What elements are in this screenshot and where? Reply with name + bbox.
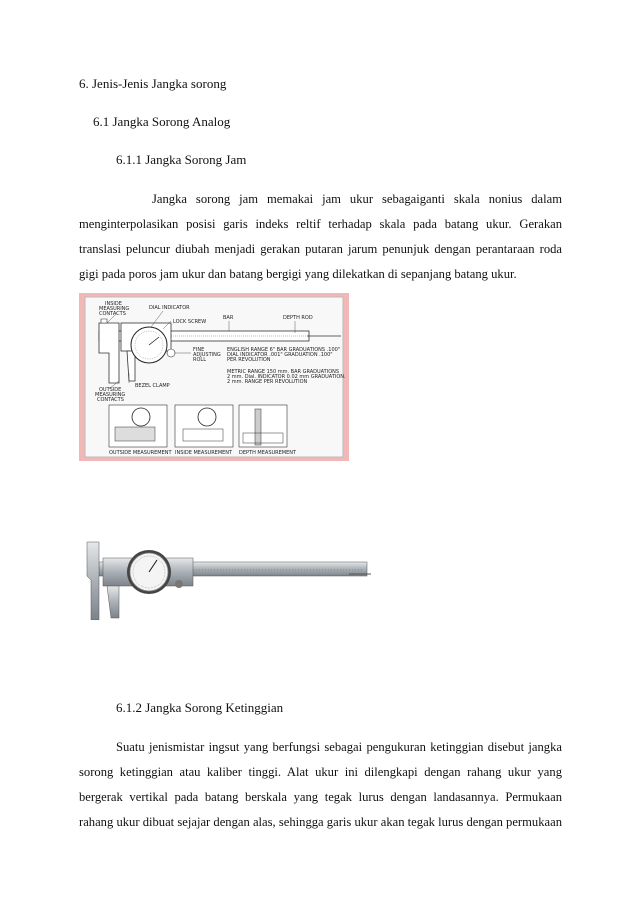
label-bezel-clamp: BEZEL CLAMP	[135, 383, 170, 389]
dial-caliper-diagram	[79, 293, 349, 461]
label-bar: BAR	[223, 315, 234, 321]
label-inside-measuring: CONTACTS	[99, 311, 126, 317]
label-fine-adjusting-roll: FINE	[193, 347, 205, 353]
label-fine-adjusting-roll: ROLL	[193, 357, 206, 363]
dial-caliper-photo	[79, 540, 371, 620]
label-inside-measuring: MEASURING	[99, 306, 130, 312]
paragraph-jangka-sorong-jam	[79, 187, 562, 287]
paragraph-line: Jangka sorong jam memakai jam ukur sebagaiganti skala nonius dalam	[152, 192, 562, 206]
label-depth-rod: DEPTH ROD	[283, 315, 313, 321]
usage-panels	[109, 405, 287, 447]
paragraph-line: translasi peluncur diubah menjadi gerakan putaran jarum penunjuk dengan perantaraan roda	[79, 242, 562, 256]
heading-jangka-sorong-ketinggian: 6.1.2 Jangka Sorong Ketinggian	[116, 700, 284, 715]
label-fine-adjusting-roll: ADJUSTING	[193, 352, 221, 358]
label-metric-range: 2 mm. Dial. INDICATOR 0.02 mm GRADUATION.	[227, 374, 346, 380]
label-inside-measurement: INSIDE MEASUREMENT	[175, 450, 233, 456]
heading-jangka-sorong-analog: 6.1 Jangka Sorong Analog	[93, 114, 231, 129]
heading-jangka-sorong-jam: 6.1.1 Jangka Sorong Jam	[116, 152, 247, 167]
label-lock-screw: LOCK SCREW	[173, 319, 207, 325]
paragraph-line: bergerak vertikal pada batang berskala yang tegak lurus dengan landasannya. Permukaan	[79, 790, 562, 804]
label-outside-measuring: MEASURING	[95, 392, 126, 398]
label-inside-measuring: INSIDE	[105, 301, 122, 307]
heading-jenis-jangka-sorong: 6. Jenis-Jenis Jangka sorong	[79, 76, 227, 91]
label-dial-indicator: DIAL INDICATOR	[149, 305, 190, 311]
paragraph-line: gigi pada poros jam ukur dan batang bergigi yang dilekatkan di sepanjang batang ukur.	[79, 267, 517, 281]
label-english-range: PER REVOLUTION	[227, 357, 271, 363]
label-english-range: ENGLISH RANGE 6" BAR GRADUATIONS .100"	[227, 347, 341, 353]
paragraph-line: menginterpolasikan posisi garis indeks reltif terhadap skala pada batang ukur. Gerakan	[79, 217, 562, 231]
paragraph-line: Suatu jenismistar ingsut yang berfungsi sebagai pengukuran ketinggian disebut jangka	[116, 740, 562, 754]
label-outside-measuring: CONTACTS	[97, 397, 124, 403]
label-outside-measurement: OUTSIDE MEASUREMENT	[109, 450, 172, 456]
label-metric-range: METRIC RANGE 150 mm. BAR GRADUATIONS	[227, 369, 340, 375]
paragraph-line: rahang ukur dibuat sejajar dengan alas, sehingga garis ukur akan tegak lurus dengan permukaan	[79, 815, 562, 829]
label-metric-range: 2 mm. RANGE PER REVOLUTION	[227, 379, 308, 385]
label-outside-measuring: OUTSIDE	[99, 387, 122, 393]
label-depth-measurement: DEPTH MEASUREMENT	[239, 450, 297, 456]
paragraph-line: sorong ketinggian atau kaliber tinggi. Alat ukur ini dilengkapi dengan rahang ukur yang	[79, 765, 562, 779]
label-english-range: DIAL INDICATOR .001" GRADUATION .100"	[227, 352, 333, 358]
paragraph-jangka-sorong-ketinggian	[79, 735, 562, 835]
